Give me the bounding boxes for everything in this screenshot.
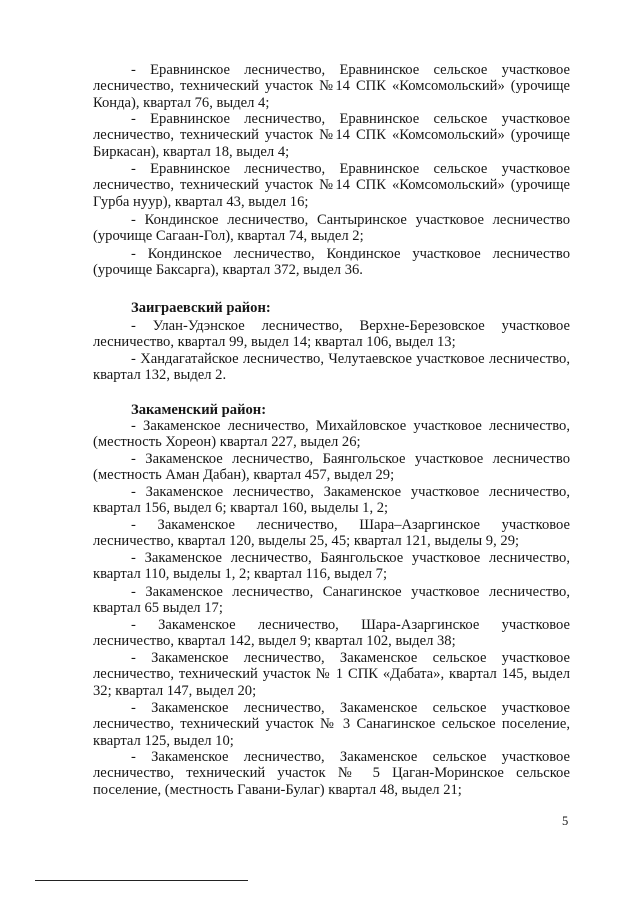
list-item: - Закаменское лесничество, Закаменское сельское участковое лесничество, технический участок № 3 Санагинское сельское поселение, квартал 125, выдел 10; (93, 700, 570, 749)
list-item: - Закаменское лесничество, Закаменское сельское участковое лесничество, технический участок № 5 Цаган-Моринское сельское поселение, (местность Гавани-Булаг) квартал 48, выдел 21; (93, 749, 570, 798)
page-number: 5 (562, 814, 569, 828)
list-item: - Кондинское лесничество, Кондинское участковое лесничество (урочище Баксарга), квартал 372, выдел 36. (93, 246, 570, 279)
list-item: - Еравнинское лесничество, Еравнинское сельское участковое лесничество, технический участок №14 СПК «Комсомольский» (урочище Гурба нуур), квартал 43, выдел 16; (93, 161, 570, 210)
footnote-separator (35, 880, 248, 881)
list-item: - Улан-Удэнское лесничество, Верхне-Березовское участковое лесничество, квартал 99, выдел 14; квартал 106, выдел 13; (93, 318, 570, 351)
list-item: - Закаменское лесничество, Закаменское участковое лесничество, квартал 156, выдел 6; квартал 160, выделы 1, 2; (93, 484, 570, 517)
section-heading: Заиграевский район: (131, 300, 271, 316)
list-item: - Закаменское лесничество, Закаменское сельское участковое лесничество, технический участок № 1 СПК «Дабата», квартал 145, выдел 32; квартал 147, выдел 20; (93, 650, 570, 699)
list-item: - Кондинское лесничество, Сантыринское участковое лесничество (урочище Сагаан-Гол), квартал 74, выдел 2; (93, 212, 570, 245)
list-item: - Еравнинское лесничество, Еравнинское сельское участковое лесничество, технический участок №14 СПК «Комсомольский» (урочище Биркасан), квартал 18, выдел 4; (93, 111, 570, 160)
list-item: - Закаменское лесничество, Шара-Азаргинское участковое лесничество, квартал 142, выдел 9; квартал 102, выдел 38; (93, 617, 570, 650)
list-item: - Закаменское лесничество, Шара–Азаргинское участковое лесничество, квартал 120, выделы 25, 45; квартал 121, выделы 9, 29; (93, 517, 570, 550)
list-item: - Закаменское лесничество, Баянгольское участковое лесничество (местность Аман Дабан), квартал 457, выдел 29; (93, 451, 570, 484)
list-item: - Еравнинское лесничество, Еравнинское сельское участковое лесничество, технический участок №14 СПК «Комсомольский» (урочище Конда), квартал 76, выдел 4; (93, 62, 570, 111)
list-item: - Закаменское лесничество, Санагинское участковое лесничество, квартал 65 выдел 17; (93, 584, 570, 617)
list-item: - Закаменское лесничество, Михайловское участковое лесничество, (местность Хореон) квартал 227, выдел 26; (93, 418, 570, 451)
list-item: - Хандагатайское лесничество, Челутаевское участковое лесничество, квартал 132, выдел 2. (93, 351, 570, 384)
list-item: - Закаменское лесничество, Баянгольское участковое лесничество, квартал 110, выделы 1, 2; квартал 116, выдел 7; (93, 550, 570, 583)
section-heading: Закаменский район: (131, 402, 267, 418)
